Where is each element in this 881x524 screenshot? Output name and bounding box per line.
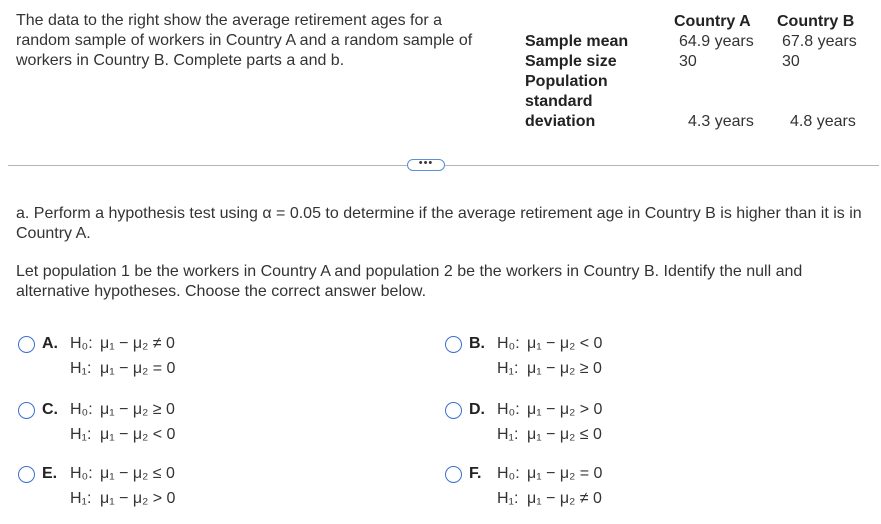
sample-mean-b: 67.8 years bbox=[782, 33, 857, 50]
radio-button[interactable] bbox=[445, 402, 462, 419]
radio-button[interactable] bbox=[18, 336, 35, 353]
alternative-hypothesis-label: H₁: bbox=[70, 360, 92, 377]
population-sd-b: 4.8 years bbox=[790, 113, 856, 130]
null-hypothesis-label: H₀: bbox=[70, 401, 93, 418]
alternative-hypothesis: μ₁ − μ₂ ≤ 0 bbox=[527, 426, 602, 443]
alternative-hypothesis-label: H₁: bbox=[70, 490, 92, 507]
option-e[interactable] bbox=[18, 464, 318, 514]
intro-text: The data to the right show the average retirement ages for a random sample of workers in Country A and a random sample of workers in Country B. Complete parts a and b. bbox=[16, 12, 473, 69]
alternative-hypothesis: μ₁ − μ₂ ≥ 0 bbox=[527, 360, 602, 377]
null-hypothesis-label: H₀: bbox=[70, 465, 93, 482]
column-header-country-a: Country A bbox=[674, 13, 751, 30]
alternative-hypothesis: μ₁ − μ₂ ≠ 0 bbox=[527, 490, 602, 507]
instruction-text: Let population 1 be the workers in Country A and population 2 be the workers in Country B. Identify the null and alternative hypotheses. Choose the correct answer below. bbox=[16, 263, 803, 300]
null-hypothesis: μ₁ − μ₂ ≥ 0 bbox=[100, 401, 175, 418]
option-letter: E. bbox=[42, 465, 58, 482]
row-label-sample-mean: Sample mean bbox=[525, 33, 629, 50]
radio-button[interactable] bbox=[445, 336, 462, 353]
null-hypothesis-label: H₀: bbox=[497, 401, 520, 418]
alternative-hypothesis: μ₁ − μ₂ = 0 bbox=[100, 360, 176, 377]
null-hypothesis: μ₁ − μ₂ < 0 bbox=[527, 335, 603, 352]
alternative-hypothesis-label: H₁: bbox=[497, 360, 519, 377]
null-hypothesis: μ₁ − μ₂ > 0 bbox=[527, 401, 603, 418]
option-letter: A. bbox=[42, 335, 58, 352]
option-f[interactable] bbox=[445, 464, 745, 514]
expand-more-button[interactable]: ••• bbox=[407, 159, 445, 171]
part-a-question: a. Perform a hypothesis test using α = 0.05 to determine if the average retirement age in Country B is higher than it is in Country A. bbox=[16, 205, 862, 242]
alternative-hypothesis-label: H₁: bbox=[70, 426, 92, 443]
sample-size-a: 30 bbox=[679, 53, 697, 70]
null-hypothesis: μ₁ − μ₂ ≤ 0 bbox=[100, 465, 175, 482]
option-a[interactable] bbox=[18, 334, 318, 384]
null-hypothesis-label: H₀: bbox=[497, 465, 520, 482]
null-hypothesis-label: H₀: bbox=[497, 335, 520, 352]
option-letter: B. bbox=[469, 335, 485, 352]
sample-size-b: 30 bbox=[782, 53, 800, 70]
row-label-sample-size: Sample size bbox=[525, 53, 617, 70]
radio-button[interactable] bbox=[18, 466, 35, 483]
null-hypothesis: μ₁ − μ₂ = 0 bbox=[527, 465, 603, 482]
null-hypothesis-label: H₀: bbox=[70, 335, 93, 352]
null-hypothesis: μ₁ − μ₂ ≠ 0 bbox=[100, 335, 175, 352]
option-b[interactable] bbox=[445, 334, 745, 384]
alternative-hypothesis-label: H₁: bbox=[497, 426, 519, 443]
alternative-hypothesis-label: H₁: bbox=[497, 490, 519, 507]
alternative-hypothesis: μ₁ − μ₂ > 0 bbox=[100, 490, 176, 507]
option-letter: F. bbox=[469, 465, 482, 482]
population-sd-a: 4.3 years bbox=[688, 113, 754, 130]
option-c[interactable] bbox=[18, 400, 318, 450]
radio-button[interactable] bbox=[18, 402, 35, 419]
column-header-country-b: Country B bbox=[777, 13, 855, 30]
option-letter: C. bbox=[42, 401, 58, 418]
sample-mean-a: 64.9 years bbox=[679, 33, 754, 50]
option-d[interactable] bbox=[445, 400, 745, 450]
option-letter: D. bbox=[469, 401, 485, 418]
row-label-population-sd: Population standard deviation bbox=[525, 73, 608, 130]
alternative-hypothesis: μ₁ − μ₂ < 0 bbox=[100, 426, 176, 443]
radio-button[interactable] bbox=[445, 466, 462, 483]
